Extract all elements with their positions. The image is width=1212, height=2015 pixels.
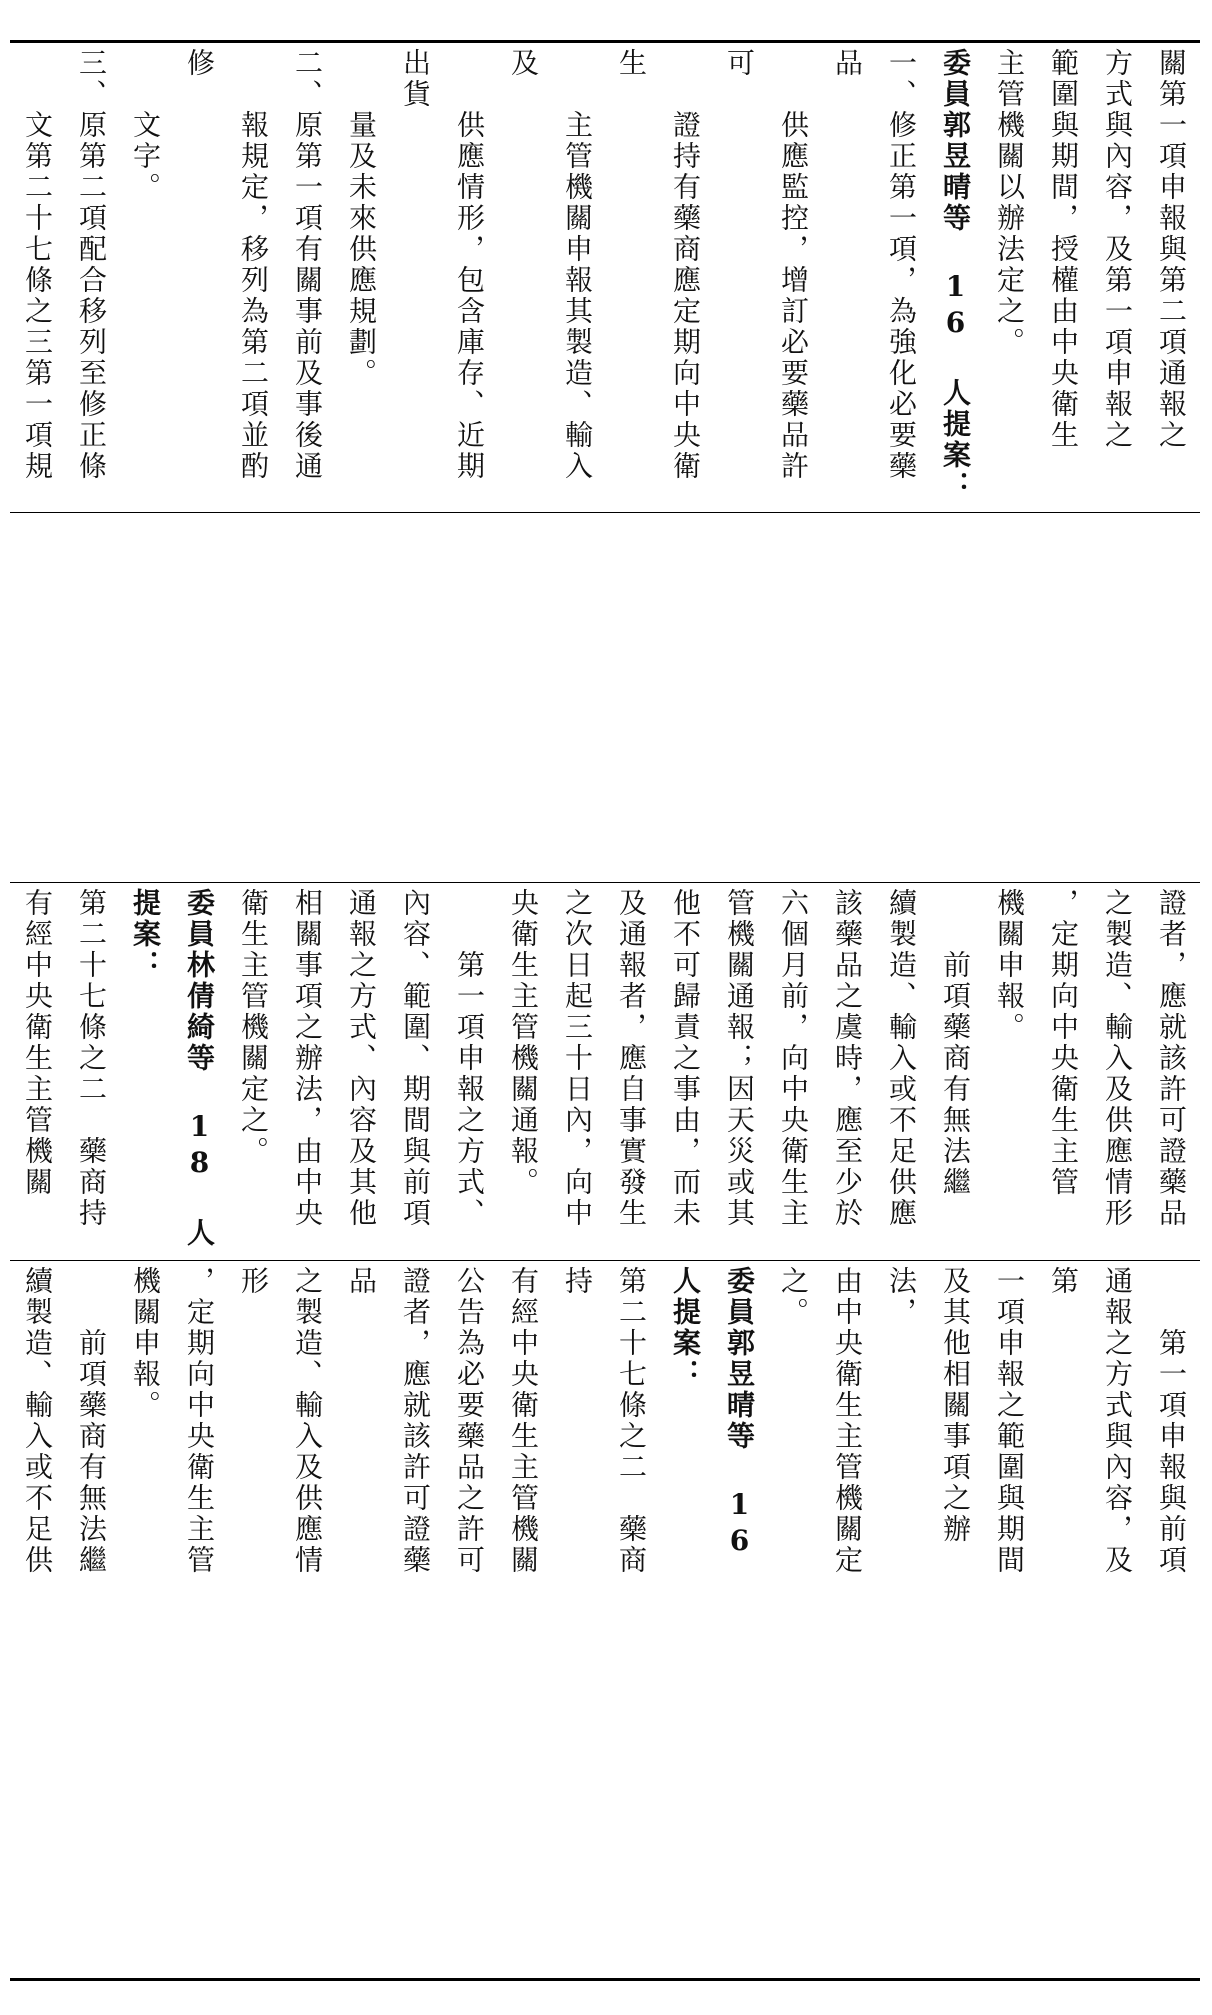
text-line: 範圍與期間，授權由中央衛生: [1047, 48, 1080, 451]
text-line: 量及未來供應規劃。: [345, 48, 378, 389]
text-line: 一項申報之範圍與期間: [993, 1266, 1026, 1576]
text-line: 及通報者，應自事實發生: [615, 888, 648, 1229]
text-line: 前項藥商有無法繼: [939, 888, 972, 1198]
text-line: 第二十七條之二 藥商持: [561, 1266, 648, 1576]
text-line: 衛生主管機關定之。: [237, 888, 270, 1167]
text-line: 續製造、輸入或不足供: [21, 1266, 54, 1576]
text-line: ，定期向中央衛生主管: [1047, 888, 1080, 1198]
text-line: 供應情形，包含庫存、近期出貨: [399, 48, 486, 482]
text-line: 第一項申報之方式、: [453, 888, 486, 1229]
explanation-column: [12, 48, 1198, 508]
text-line: 之製造、輸入及供應情形: [237, 1266, 324, 1576]
text-line: ，定期向中央衛生主管: [183, 1266, 216, 1576]
text-line: 方式與內容，及第一項申報之: [1101, 48, 1134, 451]
text-line: 通報之方式、內容及其他: [345, 888, 378, 1229]
text-line: 內容、範圍、期間與前項: [399, 888, 432, 1229]
text-line: 續製造、輸入或不足供應: [885, 888, 918, 1229]
text-line: 供應監控，增訂必要藥品許可: [723, 48, 810, 482]
text-line: 主管機關以辦法定之。: [993, 48, 1026, 358]
text-line: 六個月前，向中央衛生主: [777, 888, 810, 1229]
row-divider-middle: [10, 882, 1200, 883]
text-line: 機關申報。: [129, 1266, 162, 1421]
text-line: 證者，應就該許可證藥品: [1155, 888, 1188, 1229]
text-line: 通報之方式與內容，及第: [1047, 1266, 1134, 1576]
text-line: 文第二十七條之三第一項規: [21, 110, 54, 482]
text-line: 文字。: [129, 48, 162, 203]
text-line: 央衛生主管機關通報。: [507, 888, 540, 1198]
text-line: 之。: [777, 1266, 810, 1328]
text-line: 三、原第二項配合移列至修正條: [75, 48, 108, 482]
text-line: 由中央衛生主管機關定: [831, 1266, 864, 1576]
text-line: 該藥品之虞時，應至少於: [831, 888, 864, 1229]
text-line: 第二十七條之二 藥商持: [75, 888, 108, 1229]
text-line: 前項藥商有無法繼: [75, 1266, 108, 1576]
table-top-border: [10, 40, 1200, 43]
proposer-heading: 委員林倩綺等 18 人提案：: [129, 888, 216, 1249]
text-line: 有經中央衛生主管機關: [507, 1266, 540, 1576]
text-line: 他不可歸責之事由，而未: [669, 888, 702, 1229]
text-line: 公告為必要藥品之許可: [453, 1266, 486, 1576]
proposal-column-left: [12, 1266, 1198, 1606]
text-line: 第一項申報與前項: [1155, 1266, 1188, 1576]
row-divider-upper: [10, 512, 1200, 513]
text-line: 相關事項之辦法，由中央: [291, 888, 324, 1229]
text-line: 管機關通報；因天災或其: [723, 888, 756, 1229]
text-line: 機關申報。: [993, 888, 1026, 1043]
text-line: 關第一項申報與第二項通報之: [1155, 48, 1188, 451]
text-line: 二、原第一項有關事前及事後通: [291, 48, 324, 482]
text-line: 主管機關申報其製造、輸入及: [507, 48, 594, 482]
table-bottom-border: [10, 1978, 1200, 1981]
text-line: 之製造、輸入及供應情形: [1101, 888, 1134, 1229]
text-line: 之次日起三十日內，向中: [561, 888, 594, 1229]
text-line: 證者，應就該許可證藥品: [345, 1266, 432, 1576]
proposal-column-middle: [12, 888, 1198, 1256]
text-line: 及其他相關事項之辦法，: [885, 1266, 972, 1545]
text-line: 證持有藥商應定期向中央衛生: [615, 48, 702, 482]
row-divider-lower: [10, 1260, 1200, 1261]
proposer-heading: 委員郭昱晴等 16 人提案：: [939, 48, 972, 502]
text-line: 一、修正第一項，為強化必要藥品: [831, 48, 918, 482]
text-line: 有經中央衛生主管機關: [21, 888, 54, 1198]
proposer-heading: 委員郭昱晴等 16 人提案：: [669, 1266, 756, 1560]
text-line: 報規定，移列為第二項並酌修: [183, 48, 270, 482]
